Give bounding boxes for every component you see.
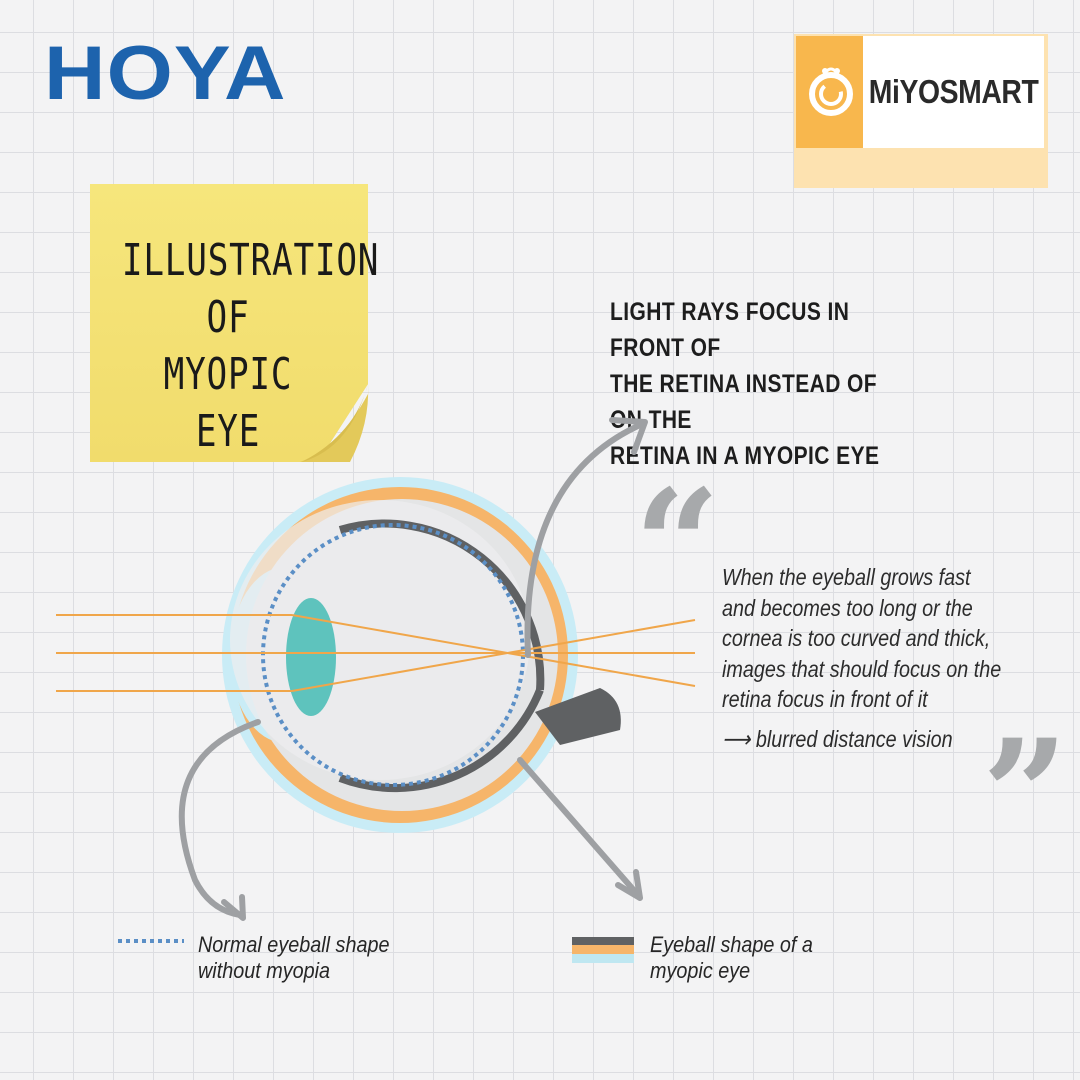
legend-normal-label: Normal eyeball shape without myopia — [198, 932, 390, 983]
rays-caption-line: RETINA IN A MYOPIC EYE — [610, 442, 880, 470]
eyeball-highlight — [230, 500, 530, 780]
close-quote-icon: ” — [982, 707, 1069, 883]
quote-body: When the eyeball grows fast and becomes too long or the cornea is too curved and thick, images that should focus on the retina focus in front of it — [722, 564, 1002, 712]
hoya-logo: HOYA — [44, 31, 287, 116]
miyosmart-wordmark: MiYOSMART — [868, 73, 1039, 110]
rays-caption-line: THE RETINA INSTEAD OF ON THE — [610, 370, 878, 434]
sticky-note-line: OF — [206, 292, 250, 343]
sticky-note-line: MYOPIC EYE — [163, 349, 293, 457]
open-quote-icon: “ — [634, 457, 721, 633]
quote-result: ⟶ blurred distance vision — [722, 726, 953, 752]
straight-arrow-icon — [520, 760, 638, 895]
legend-myopic-label: Eyeball shape of a myopic eye — [650, 932, 813, 983]
curved-arrow-icon — [182, 722, 258, 915]
legend-myopic-swatch — [572, 937, 634, 963]
sticky-note-line: ILLUSTRATION — [121, 235, 380, 286]
rays-caption-line: LIGHT RAYS FOCUS IN FRONT OF — [610, 298, 850, 362]
legend-normal-swatch — [118, 938, 184, 944]
